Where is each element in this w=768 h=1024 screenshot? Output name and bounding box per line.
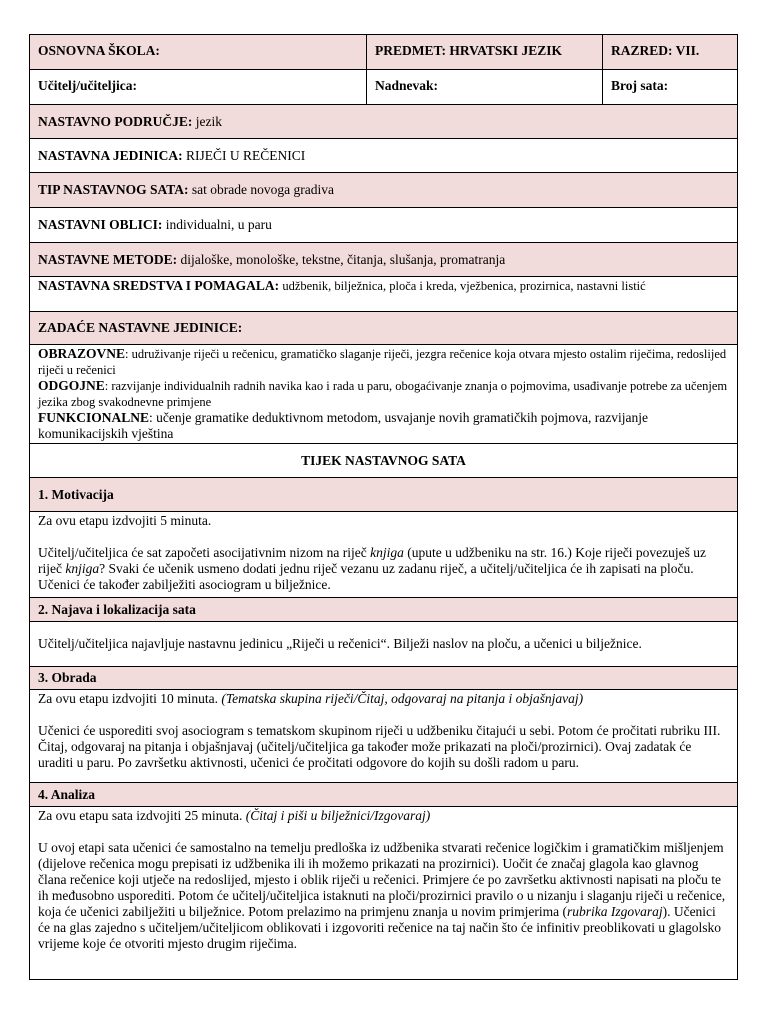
teaching-unit-row bbox=[30, 139, 737, 173]
lesson-number-cell: Broj sata: bbox=[611, 78, 669, 93]
stage-3-text: Učenici će usporediti svoj asociogram s tematskom skupinom riječi u udžbeniku čitajući u sebi. Potom će pročitati rubriku III. Čitaj, odgovaraj na pitanja i objašnjavaj (učitelj/učiteljica ga također može prikazati na ploči/prozirnici). Ovaj zadatak će uraditi u paru. Po završetku aktivnosti, učenici će pročitati odgovore do kojih su došli radom u paru. bbox=[38, 723, 721, 770]
subject-cell: PREDMET: HRVATSKI JEZIK bbox=[367, 35, 603, 69]
stage-1-content bbox=[30, 512, 737, 598]
teaching-area-value: jezik bbox=[192, 113, 223, 129]
upbringing-tasks-text: : razvijanje individualnih radnih navika kao i rada u paru, obogaćivanje znanja o pojmovima, usađivanje potrebe za učenjem jezika zbog svakodnevne primjene bbox=[38, 379, 728, 409]
teacher-cell: Učitelj/učiteljica: bbox=[30, 70, 367, 104]
teaching-forms-label: NASTAVNI OBLICI: bbox=[38, 217, 163, 232]
stage-4-title: 4. Analiza bbox=[38, 786, 96, 802]
stage-3-content bbox=[30, 690, 737, 783]
stage-1-text: Učitelj/učiteljica će sat započeti asocijativnim nizom na riječ knjiga (upute u udžbeniku na str. 16.) Koje riječi povezuješ uz riječ knjiga? Svaki će učenik usmeno dodati jednu riječ vezanu uz zadanu riječ, a učitelj/učiteljica će ih zapisati na ploču. Učenici će također zabilježiti asociogram u bilježnice. bbox=[38, 545, 707, 592]
stage-2-heading-row bbox=[30, 598, 737, 622]
lesson-type-value: sat obrade novoga gradiva bbox=[188, 182, 334, 197]
teaching-area-row bbox=[30, 105, 737, 139]
date-cell: Nadnevak: bbox=[367, 70, 603, 104]
teaching-methods-row bbox=[30, 243, 737, 277]
stage-4-content bbox=[30, 807, 737, 979]
lesson-flow-heading-row bbox=[30, 444, 737, 478]
teaching-aids-value: udžbenik, bilježnica, ploča i kreda, vježbenica, prozirnica, nastavni listić bbox=[279, 279, 646, 293]
lesson-type-label: TIP NASTAVNOG SATA: bbox=[38, 182, 189, 197]
grade-cell: RAZRED: VII. bbox=[603, 35, 737, 69]
teaching-methods-value: dijaloške, monološke, tekstne, čitanja, slušanja, promatranja bbox=[177, 251, 506, 267]
stage-2-title: 2. Najava i lokalizacija sata bbox=[38, 601, 196, 617]
teaching-forms-row bbox=[30, 208, 737, 243]
lesson-type-row bbox=[30, 173, 737, 208]
header-row-2 bbox=[30, 70, 737, 105]
educational-tasks-label: OBRAZOVNE bbox=[38, 346, 126, 361]
stage-3-title: 3. Obrada bbox=[38, 670, 97, 685]
stage-2-text: Učitelj/učiteljica najavljuje nastavnu jedinicu „Riječi u rečenici“. Bilježi naslov na ploču, a učenici u bilježnice. bbox=[38, 636, 642, 651]
header-row-1 bbox=[30, 35, 737, 70]
stage-3-time: Za ovu etapu izdvojiti 10 minuta. (Tematska skupina riječi/Čitaj, odgovaraj na pitanja i objašnjavaj) bbox=[38, 691, 584, 706]
teaching-aids-label: NASTAVNA SREDSTVA I POMAGALA: bbox=[38, 278, 280, 293]
stage-4-heading-row bbox=[30, 783, 737, 807]
stage-4-text: U ovoj etapi sata učenici će samostalno na temelju predloška iz udžbenika stvarati rečenice logičkim i gramatičkim mišljenjem (dijelove rečenica mogu prepisati iz udžbenika ili ih možemo prikazati na prozirnici). Uočit će značaj glagola kao glavnog člana rečenice koji utječe na redoslijed, mjesto i oblik riječi u rečenici. Primjere će po završetku aktivnosti napisati na ploču te ih međusobno usporediti. Potom će učitelj/učiteljica istaknuti na ploči/prozirnici pravilo o u nizanju i slaganju riječi u rečenice, koja će učenici zabilježiti u bilježnice. Potom prelazimo na primjenu znanja u novim primjerima (rubrika Izgovaraj). Učenici će na glas zajedno s učiteljem/učiteljicom oblikovati i izgovoriti rečenice na taj način što će infinitiv preoblikovati u glagolsko vrijeme koje će otvoriti mjesto drugim riječima. bbox=[38, 840, 726, 951]
teaching-unit-value: RIJEČI U REČENICI bbox=[182, 147, 306, 163]
school-cell: OSNOVNA ŠKOLA: bbox=[30, 35, 367, 69]
teaching-area-label: NASTAVNO PODRUČJE: bbox=[38, 113, 193, 129]
stage-1-heading-row bbox=[30, 478, 737, 512]
stage-1-time: Za ovu etapu izdvojiti 5 minuta. bbox=[38, 513, 212, 528]
functional-tasks-label: FUNKCIONALNE bbox=[38, 410, 150, 425]
stage-3-heading-row bbox=[30, 667, 737, 690]
teaching-unit-label: NASTAVNA JEDINICA: bbox=[38, 147, 183, 163]
educational-tasks-text: : udruživanje riječi u rečenicu, gramatičko slaganje riječi, jezgra rečenice koja otvara mjesto ostalim riječima, redoslijed riječi u rečenici bbox=[38, 347, 727, 377]
upbringing-tasks-label: ODGOJNE bbox=[38, 378, 105, 393]
stage-2-content bbox=[30, 622, 737, 667]
functional-tasks-text: : učenje gramatike deduktivnom metodom, usvajanje novih gramatičkih pojmova, razvijanje komunikacijskih vještina bbox=[38, 410, 648, 441]
tasks-heading-row bbox=[30, 312, 737, 345]
stage-4-time: Za ovu etapu sata izdvojiti 25 minuta. (Čitaj i piši u bilježnici/Izgovaraj) bbox=[38, 808, 431, 823]
tasks-heading: ZADAĆE NASTAVNE JEDINICE: bbox=[38, 320, 243, 335]
teaching-forms-value: individualni, u paru bbox=[162, 217, 272, 232]
teaching-methods-label: NASTAVNE METODE: bbox=[38, 251, 178, 267]
stage-1-title: 1. Motivacija bbox=[38, 486, 114, 502]
teaching-aids-row bbox=[30, 277, 737, 312]
tasks-content-row bbox=[30, 345, 737, 444]
lesson-flow-heading: TIJEK NASTAVNOG SATA bbox=[301, 452, 466, 468]
lesson-plan-table bbox=[29, 34, 738, 980]
